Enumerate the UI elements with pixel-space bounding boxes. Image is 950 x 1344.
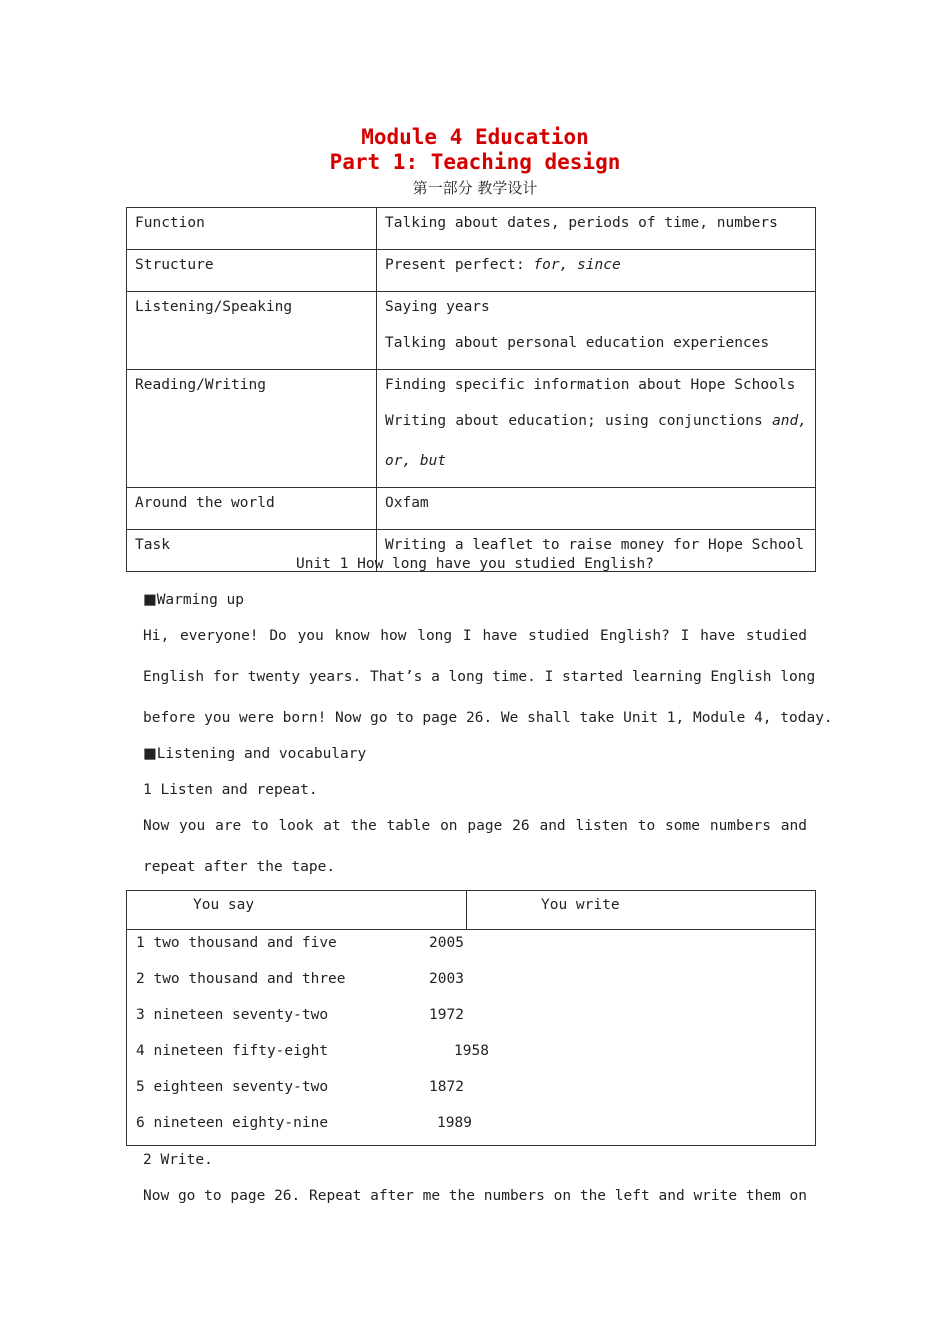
list-item: 6 nineteen eighty-nine 1989: [136, 1115, 472, 1131]
step-1-heading: 1 Listen and repeat.: [143, 782, 318, 798]
row-content: Saying years Talking about personal education experiences: [377, 292, 816, 370]
list-item: 5 eighteen seventy-two 1872: [136, 1079, 464, 1095]
square-bullet-icon: ■: [143, 592, 157, 608]
list-item: 3 nineteen seventy-two 1972: [136, 1007, 464, 1023]
row-content: Finding specific information about Hope Schools Writing about education; using conjunctions and, or, but: [377, 370, 816, 488]
row-label: Reading/Writing: [127, 370, 377, 488]
table-row: [127, 370, 816, 488]
table-row: [127, 250, 816, 292]
list-item: 2 two thousand and three 2003: [136, 971, 464, 987]
row-content: Talking about dates, periods of time, numbers: [377, 208, 816, 250]
warming-up-line: English for twenty years. That’s a long time. I started learning English long: [143, 669, 816, 685]
table-row: [127, 208, 816, 250]
part-subtitle: 第一部分 教学设计: [412, 179, 538, 197]
row-content: Writing a leaflet to raise money for Hope School: [377, 530, 816, 572]
list-item: 1 two thousand and five 2005: [136, 935, 464, 951]
row-label: Structure: [127, 250, 377, 292]
table-header-row: [127, 891, 816, 930]
warming-up-line: Hi, everyone! Do you know how long I have studied English? I have studied: [143, 628, 807, 644]
list-item: 4 nineteen fifty-eight 1958: [136, 1043, 489, 1059]
section-heading-warming-up: ■Warming up: [143, 592, 245, 608]
square-bullet-icon: ■: [143, 746, 157, 762]
unit-heading: Unit 1 How long have you studied English?: [296, 556, 654, 572]
numbers-table: [126, 890, 816, 1146]
row-label: Function: [127, 208, 377, 250]
warming-up-line: before you were born! Now go to page 26. We shall take Unit 1, Module 4, today.: [143, 710, 833, 726]
numbers-body: [127, 930, 816, 1146]
part-title: Part 1: Teaching design: [329, 150, 621, 174]
row-content: Present perfect: for, since: [377, 250, 816, 292]
row-label: Task: [127, 530, 377, 572]
column-header-you-write: You write: [467, 891, 816, 930]
table-row: [127, 488, 816, 530]
step-2-heading: 2 Write.: [143, 1152, 213, 1168]
module-overview-table: [126, 207, 816, 572]
section-heading-listening: ■Listening and vocabulary: [143, 746, 367, 762]
step-2-line: Now go to page 26. Repeat after me the numbers on the left and write them on: [143, 1188, 807, 1204]
module-title: Module 4 Education: [361, 125, 589, 149]
table-body-row: [127, 930, 816, 1146]
row-label: Around the world: [127, 488, 377, 530]
row-content: Oxfam: [377, 488, 816, 530]
table-row: [127, 292, 816, 370]
step-1-line: Now you are to look at the table on page 26 and listen to some numbers and: [143, 818, 807, 834]
step-1-line: repeat after the tape.: [143, 859, 336, 875]
column-header-you-say: You say: [127, 891, 467, 930]
row-label: Listening/Speaking: [127, 292, 377, 370]
